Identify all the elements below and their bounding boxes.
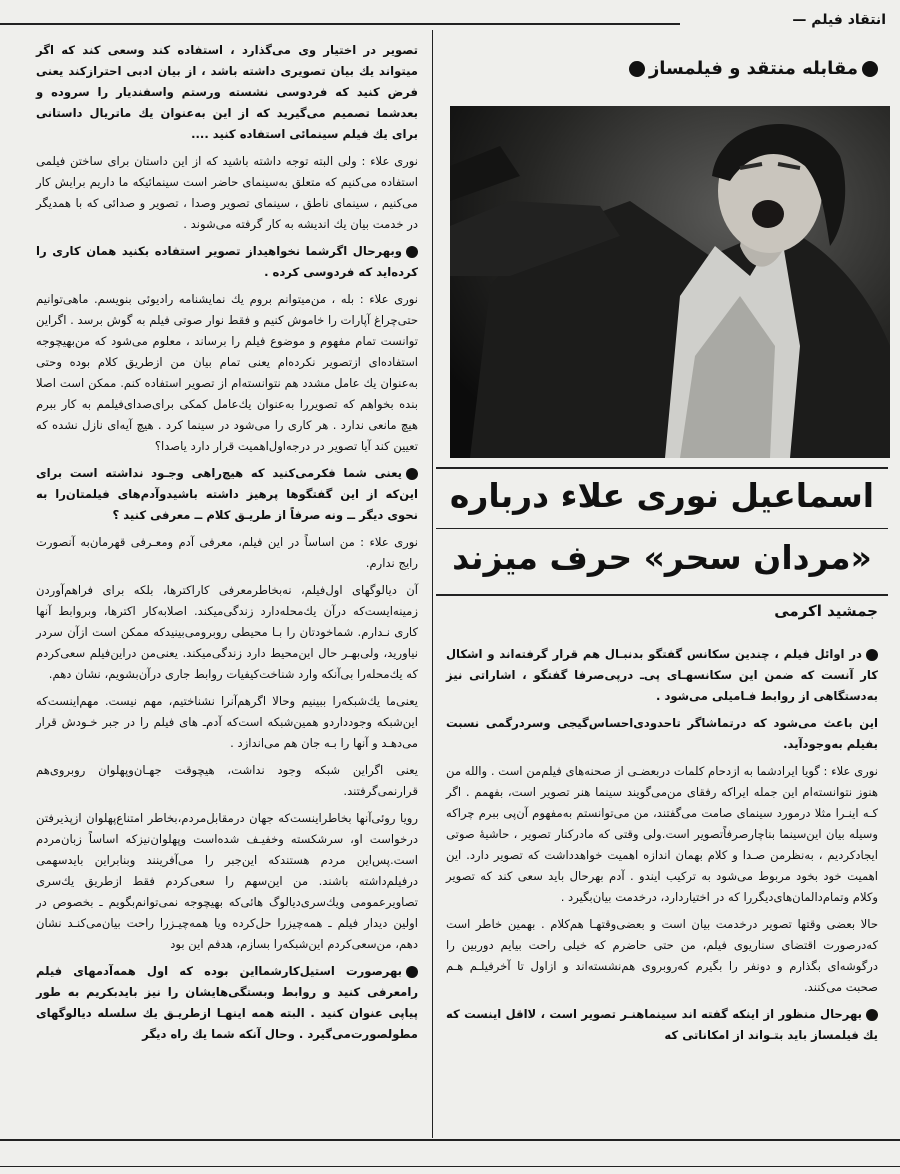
paragraph-r3: نوری علاء : گویا ایرادشما به ازدحام کلمات دربعضـی از صحنه‌های فیلم‌من است . والله من هنوز نتوانسته‌ام این جمله ایراکه رفقای من‌می‌گویند سینما هنر تصویر است، بفهمم . اگر کـه اینـرا مثلا درمورد سینمای صامت می‌گفتند، من می‌توانستم به‌مفهوم آن‌پی ببرم چراکه وسیله بیان این‌سینما بناچارصرفاًتصویر است.ولی وقتی که مادرکنار تصویر ، حاشیهٔ صوتی ایجادکردیم ، به‌نظرمن صـدا و کلام بهمان اندازه اهمیت خواهدداشت که تصویر دارد. این اهمیت خود بخود مربوط می‌شود به ترکیب ایندو . آدم بهرحال باید سعی کند که تصویر وکلام وتمام‌دالمان‌های‌دیگررا که در اختیاردارد، درخدمت بیان‌بگیرد . <box>446 764 878 904</box>
film-still-photo <box>450 106 890 458</box>
bottom-rule-thin <box>0 1166 900 1167</box>
bullet-icon <box>866 1009 878 1021</box>
paragraph-r1-text: در اوائل فیلم ، چندین سکانس گفتگو بدنبـال هم قرار گرفته‌اند و اشکال کار آنست که ضمن این سکانسهـای پی‌ـ درپی‌صرفا گفتگو ، اشاراتی نیز به‌دستگاهی از روابط فـامیلی می‌شود . <box>446 647 878 703</box>
bullet-icon <box>406 468 418 480</box>
paragraph-5 <box>36 463 418 526</box>
paragraph-8: یعنی‌ما یك‌شبکه‌را ببینیم وحالا اگرهم‌آنرا نشناختیم، مهم نیست. مهم‌اینست‌که این‌شبکه وجودداردو همین‌شبکه است‌که آدم‌ـ های فیلم را در جبر خـودش قرار می‌دهـد و آنها را بـه جان هم می‌اندازد . <box>36 694 418 750</box>
headline-rule-bottom <box>436 594 888 596</box>
paragraph-r2: این باعث می‌شود که درتماشاگر تاحدودی‌احساس‌گیجی وسردرگمی نسبت بفیلم به‌وجودآید. <box>446 716 878 751</box>
right-text-column <box>446 644 878 1052</box>
headline-line-1: اسماعیل نوری علاء درباره <box>449 476 875 515</box>
byline: جمشید اکرمی <box>774 602 878 620</box>
column-divider <box>432 30 433 1138</box>
paragraph-7: آن دیالوگهای اول‌فیلم، نه‌بخاطرمعرفی کاراکترها، بلکه برای فراهم‌آوردن زمینه‌ایست‌که درآن یك‌محله‌دارد زندگی‌میکند. اصلابه‌کار اکترها، وبروابط آنها کاری نـدارم. شماخودتان را بـا محیطی روبرومی‌بینیدکه ممکن است ازآن سردر نیاورید، ولی‌بهـر حال این‌محیط دارد زندگی‌میکند. یعنی‌من دراین‌فیلم سعی‌کردم که یك‌محله‌را بی‌آنکه وارد شناخت‌کیفیات روابط جاری درآن‌بشویم، نشان دهم. <box>36 583 418 681</box>
paragraph-4: نوری علاء : بله ، من‌میتوانم بروم یك نمایشنامه رادیوئی بنویسم. ماهی‌توانیم حتی‌چراغ آپارات را خاموش کنیم و فقط نوار صوتی فیلم به گوش برسد . اگراین توانست تمام مفهوم و موضوع فیلم را برساند ، معلوم می‌شود که من‌بهیچوجه استفاده‌ای ازتصویر نکرده‌ام یعنی تمام بیان من ازطریق کلام بوده وحتی به‌عنوان یك عامل مشدد هم نتوانسته‌ام از تصویر استفاده کنم. ممکن است اصلا بنده بخواهم که تصویررا به‌عنوان یك‌عامل کمکی برای‌صدای‌فیلمم به کار ببرم هیچ مانعی ندارد . هر کاری را می‌شود در سینما کرد . هیچ آیه‌ای نازل نشده که تعیین کند آیا تصویر در درجه‌اول‌اهمیت قرار دارد یاصدا؟ <box>36 292 418 453</box>
paragraph-6: نوری علاء : من اساساً در این فیلم، معرفی آدم ومعـرفی قهرمان‌به آنصورت رایج ندارم. <box>36 535 418 570</box>
paragraph-10: رویا روئی‌آنها بخاطراینست‌که جهان درمقابل‌مردم،بخاطر امتناع‌پهلوان ازپذیرفتن درخواست او، سرشکسته وخفیـف شده‌است وپهلوان‌نیزکه اساساً زبان‌مردم است.پس‌این مردم هستندکه این‌جبر را می‌آفرینند وبنابراین بایدسهمی درفیلم‌داشته باشند. من این‌سهم را سعی‌کردم فقط ازطریق یك‌سری تصاویرعمومی ویك‌سری‌دیالوگ هائی‌که بهیچوجه نمی‌توانم‌بگویم ـ بخصوص در اولین دیدار فیلم ـ همه‌چیزرا حل‌کرده ویا همه‌چیـزرا راحت بیان‌می‌کنـد نشان دهم، من‌سعی‌کردم این‌شبکه‌را بسازم، هدفم این بود <box>36 811 418 951</box>
section-label <box>792 12 886 28</box>
paragraph-11-text: بهرصورت استیل‌کارشمااین بوده که اول همه‌آدمهای فیلم رامعرفی کنید و روابط وبستگی‌هایشان را نیز بایدبکریم به طور پیاپی عنوان کنید . البته همه اینهـا ازطریـق یك سلسله دیالوگهای مطولصورت‌می‌گیرد . وحال آنکه شما یك راه دیگر <box>36 964 418 1041</box>
headline-rule-mid <box>436 528 888 529</box>
paragraph-3 <box>36 241 418 283</box>
top-rule <box>0 23 680 25</box>
paragraph-r5 <box>446 1004 878 1046</box>
paragraph-2: نوری علاء : ولی البته توجه داشته باشید که از این داستان برای ساختن فیلمی استفاده می‌کنیم که متعلق به‌سینمای حاضر است سینمائیکه ما داریم برایش کار می‌کنیم ، سینمای ناطق ، سینمای تصویر وصدا ، تصویر و صدائی که با همدیگر در خدمت بیان یك اندیشه به کار گرفته می‌شوند . <box>36 154 418 231</box>
bullet-icon <box>406 246 418 258</box>
kicker <box>625 58 878 79</box>
bullet-icon <box>862 61 878 77</box>
kicker-text: مقابله منتقد و فیلمساز <box>648 58 858 79</box>
paragraph-r5-text: بهرحال منظور از اینکه گفته اند سینماهنـر تصویر است ، لااقل اینست که یك فیلمساز باید بتـواند از امکاناتی که <box>446 1007 878 1042</box>
section-label-text: انتقاد فیلم <box>811 12 886 28</box>
bullet-icon <box>866 649 878 661</box>
paragraph-r1 <box>446 644 878 707</box>
paragraph-r4: حالا بعضی وقتها تصویر درخدمت بیان است و بعضی‌وقتهـا هم‌کلام . بهمین خاطر است که‌درصورت اقتضای سناریوی فیلم، من حتی حاضرم که خیلی راحت بیایم دوربین را درگوشه‌ای بگذارم و دونفر را بگیرم که‌روبروی هم‌نشسته‌اند و ازاول تا آخرفیلـم هـم صحبت می‌کنند. <box>446 917 878 994</box>
film-still-illustration <box>450 106 890 458</box>
paragraph-11 <box>36 961 418 1045</box>
dash-icon: — <box>792 12 807 28</box>
paragraph-3-text: وبهرحال اگرشما نخواهیداز تصویر استفاده بکنید همان کاری را کرده‌اید که فردوسی کرده . <box>36 244 418 279</box>
headline-rule-top <box>436 467 888 469</box>
bullet-icon <box>629 61 645 77</box>
bullet-icon <box>406 966 418 978</box>
headline-line-2: «مردان سحر» حرف میزند <box>452 538 872 577</box>
paragraph-5-text: یعنی شما فکرمی‌کنید که هیچ‌راهی وجـود نداشته است برای این‌که از این گفتگوها پرهیز داشته باشیدوآدم‌های فیلمتان‌را به نحوی دیگر ــ ونه صرفاً از طریـق کلام ــ معرفی کنید ؟ <box>36 466 418 522</box>
bottom-rule <box>0 1139 900 1141</box>
paragraph-1: تصویر در اختیار وی می‌گذارد ، استفاده کند وسعی کند که اگر میتواند یك بیان تصویری داشته باشد ، از بیان ادبی احترازکند یعنی فرض کنید که فردوسی نشسته ورستم واسفندیار را سروده و بعدشما تصمیم می‌گیرید که از این به‌عنوان یك ماتریال داستانی برای یك فیلم سینمائی استفاده کنید .... <box>36 43 418 141</box>
paragraph-9: یعنی اگراین شبکه وجود نداشت، هیچوقت جهـان‌وپهلوان روبروی‌هم قرارنمی‌گرفتند. <box>36 763 418 798</box>
left-text-column <box>36 40 418 1051</box>
